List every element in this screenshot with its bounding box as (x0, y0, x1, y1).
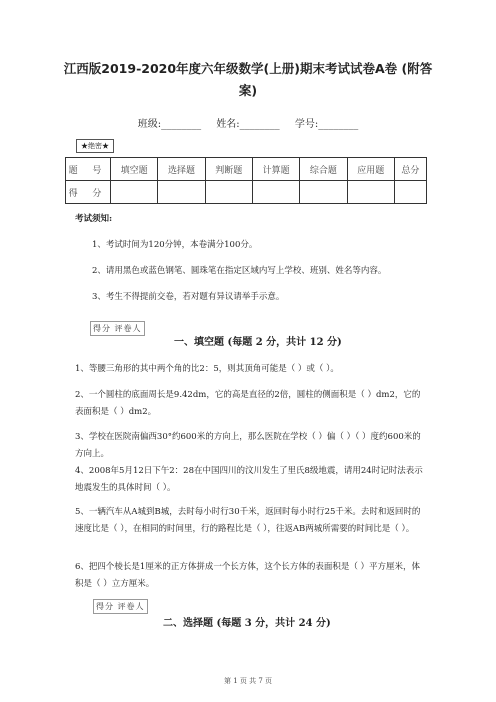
question-2: 2、一个圆柱的底面周长是9.42dm，它的高是直径的2倍，圆柱的侧面积是（ ）dm2，它的表面积是（ ）dm2。 (75, 390, 421, 417)
question-1: 1、等腰三角形的其中两个角的比2：5，则其顶角可能是（ ）或（ ）。 (75, 364, 339, 374)
instruction-item: 1、考试时间为120分钟，本卷满分100分。 (92, 240, 258, 250)
score-header-cell: 选择题 (158, 158, 205, 181)
score-header-cell: 计算题 (252, 158, 299, 181)
score-table (65, 157, 427, 204)
score-cell[interactable] (252, 181, 299, 204)
score-header-cell: 判断题 (205, 158, 252, 181)
score-header-cell: 应用题 (347, 158, 394, 181)
name-field[interactable]: 姓名:________ (216, 119, 280, 130)
score-cell[interactable] (205, 181, 252, 204)
page-title (60, 58, 436, 102)
grader-box: 得分 评卷人 (93, 599, 148, 614)
score-cell[interactable] (158, 181, 205, 204)
score-header-cell: 总分 (394, 158, 426, 181)
class-field[interactable]: 班级:________ (137, 119, 202, 130)
student-info-line (0, 115, 496, 130)
instruction-item: 2、请用黑色或蓝色钢笔、圆珠笔在指定区域内写上学校、班别、姓名等内容。 (92, 266, 387, 276)
question-4: 4、2008年5月12日下午2：28在中国四川的汶川发生了里氏8级地震，请用24时记时法表示地震发生的具体时间（ ）。 (75, 466, 423, 493)
id-field[interactable]: 学号:________ (294, 119, 359, 130)
page-footer: 第 1 页 共 7 页 (223, 677, 273, 685)
grader-box: 得分 评卷人 (90, 321, 145, 336)
instructions-heading: 考试须知: (75, 214, 113, 224)
section-1-heading: 一、填空题 (每题 2 分，共计 12 分) (174, 337, 342, 348)
title-line-1: 江西版2019-2020年度六年级数学(上册)期末考试试卷A卷 (附答 (63, 61, 433, 76)
question-6: 6、把四个棱长是1厘米的正方体拼成一个长方体，这个长方体的表面积是（ ）平方厘米，体积是（ ）立方厘米。 (75, 562, 421, 589)
confidential-badge: ★绝密★ (76, 139, 114, 153)
question-3: 3、学校在医院南偏西30°约600米的方向上，那么医院在学校（ ）偏（ ）（ ）度约600米的方向上。 (75, 432, 421, 459)
title-line-2: 案) (238, 83, 258, 98)
score-header-cell: 题 号 (66, 158, 111, 181)
score-row-label: 得 分 (66, 181, 111, 204)
score-header-cell: 综合题 (300, 158, 347, 181)
instruction-item: 3、考生不得提前交卷，若对题有异议请举手示意。 (92, 292, 285, 302)
score-cell[interactable] (300, 181, 347, 204)
question-5: 5、一辆汽车从A城到B城，去时每小时行30千米，返回时每小时行25千米。去时和返回时的速度比是（ ），在相同的时间里，行的路程比是（ ），往返AB两城所需要的时间比是（ ）。 (75, 507, 421, 534)
score-header-cell: 填空题 (111, 158, 158, 181)
score-table-header-row (66, 158, 427, 181)
score-cell[interactable] (111, 181, 158, 204)
score-cell[interactable] (394, 181, 426, 204)
score-table-score-row (66, 181, 427, 204)
score-cell[interactable] (347, 181, 394, 204)
section-2-heading: 二、选择题 (每题 3 分，共计 24 分) (163, 618, 331, 629)
